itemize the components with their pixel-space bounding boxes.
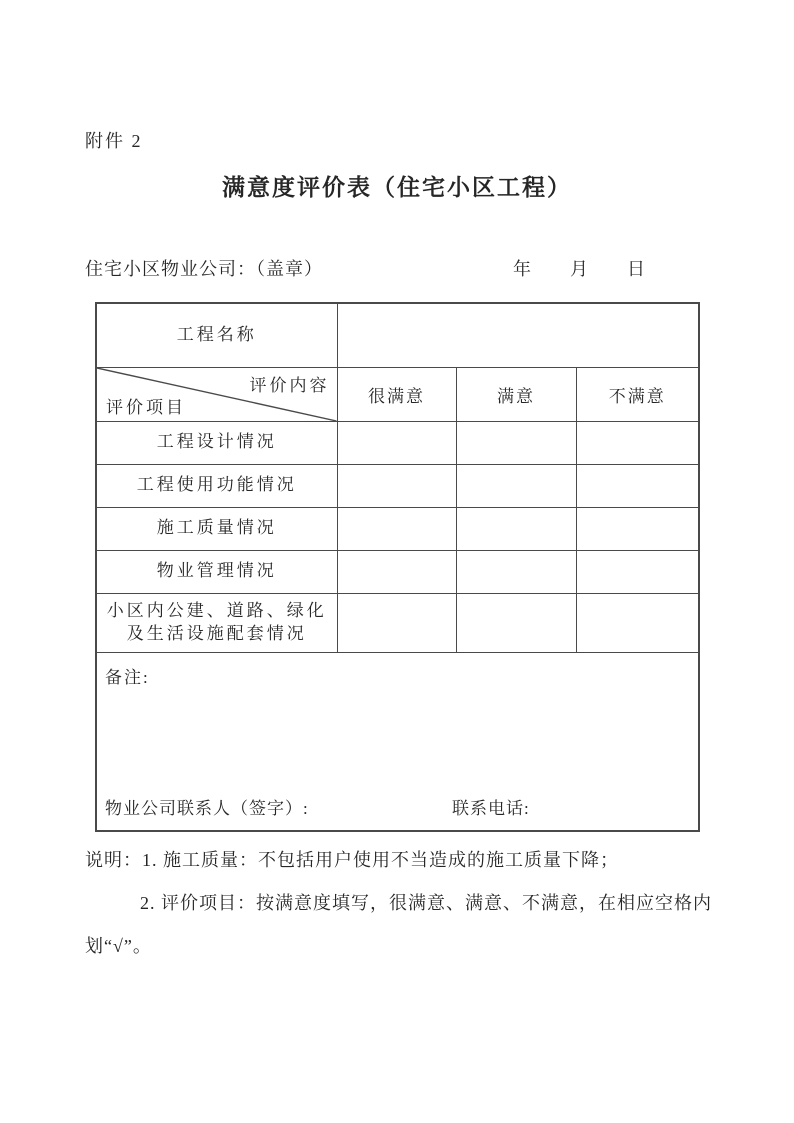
attachment-label: 附件 2 — [85, 131, 143, 151]
table-row — [96, 593, 699, 652]
column-header-unsatisfied: 不满意 — [576, 367, 699, 421]
rating-cell — [576, 464, 699, 507]
column-header-very-satisfied: 很满意 — [337, 367, 456, 421]
table-row — [96, 464, 699, 507]
rating-cell — [456, 593, 576, 652]
page-title: 满意度评价表（住宅小区工程） — [222, 175, 572, 200]
table-header-row — [96, 367, 699, 421]
table-row — [96, 507, 699, 550]
rating-cell — [337, 507, 456, 550]
row-label-property-management: 物业管理情况 — [96, 550, 337, 593]
project-name-value-cell — [337, 303, 699, 367]
rating-cell — [456, 464, 576, 507]
remarks-cell — [96, 652, 699, 831]
rating-cell — [576, 593, 699, 652]
remarks-label: 备注: — [105, 667, 150, 687]
contact-line — [105, 794, 690, 819]
project-name-label: 工程名称 — [96, 303, 337, 367]
diagonal-header-cell — [96, 367, 337, 421]
table-row — [96, 421, 699, 464]
table-row — [96, 652, 699, 831]
date-line: 年 月 日 — [513, 259, 646, 279]
rating-cell — [456, 507, 576, 550]
rating-cell — [337, 464, 456, 507]
note-line-3: 划“√”。 — [85, 936, 152, 956]
column-header-satisfied: 满意 — [456, 367, 576, 421]
rating-cell — [337, 593, 456, 652]
contact-signature-label: 物业公司联系人（签字）: — [105, 798, 309, 818]
row-label-community-facilities: 小区内公建、道路、绿化 及生活设施配套情况 — [96, 593, 337, 652]
rating-cell — [576, 507, 699, 550]
rating-cell — [456, 550, 576, 593]
rating-cell — [456, 421, 576, 464]
row-label-design: 工程设计情况 — [96, 421, 337, 464]
contact-phone-label: 联系电话: — [452, 798, 530, 818]
row-label-function: 工程使用功能情况 — [96, 464, 337, 507]
note-line-1: 说明：1. 施工质量：不包括用户使用不当造成的施工质量下降； — [85, 850, 619, 870]
rating-cell — [576, 550, 699, 593]
rating-cell — [337, 421, 456, 464]
row-label-construction-quality: 施工质量情况 — [96, 507, 337, 550]
rating-cell — [337, 550, 456, 593]
table-row — [96, 550, 699, 593]
table-row — [96, 303, 699, 367]
diagonal-label-content: 评价内容 — [249, 375, 330, 395]
evaluation-table — [95, 302, 700, 832]
company-line — [85, 255, 709, 281]
note-line-2: 2. 评价项目：按满意度填写，很满意、满意、不满意，在相应空格内 — [140, 893, 712, 913]
diagonal-label-item: 评价项目 — [106, 397, 186, 417]
company-seal-label: 住宅小区物业公司：（盖章） — [85, 259, 323, 279]
rating-cell — [576, 421, 699, 464]
